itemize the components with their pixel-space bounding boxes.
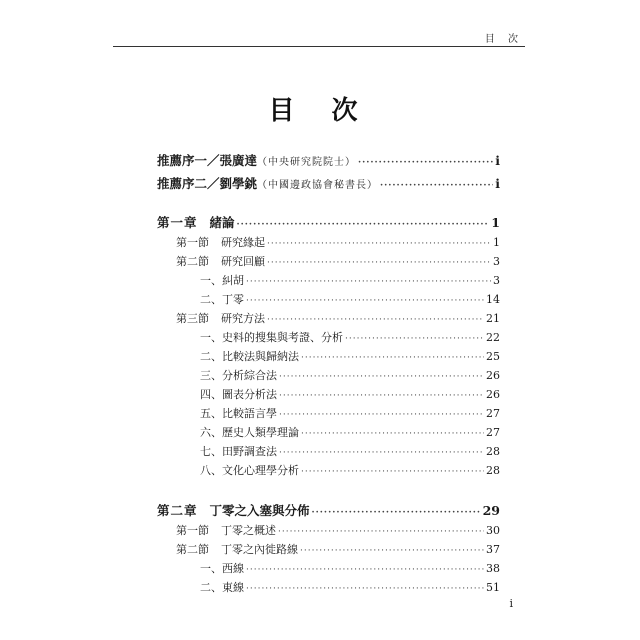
dot-leader bbox=[246, 296, 484, 306]
page-number: i bbox=[495, 176, 500, 191]
item-label: 二、東線 bbox=[200, 581, 244, 594]
page-number: 27 bbox=[486, 426, 500, 439]
toc-entry-item[interactable] bbox=[200, 291, 500, 307]
item-label: 四、圖表分析法 bbox=[200, 388, 277, 401]
page-number: 37 bbox=[486, 543, 500, 556]
page-number: 26 bbox=[486, 369, 500, 382]
page-number: 28 bbox=[486, 464, 500, 477]
toc-entry-preface-1[interactable] bbox=[157, 151, 500, 169]
toc-entry-item[interactable] bbox=[200, 462, 500, 478]
preface-label: 推薦序一／張廣達 bbox=[157, 153, 258, 168]
item-label: 六、歷史人類學理論 bbox=[200, 426, 299, 439]
section-title: 丁零之內徙路線 bbox=[221, 543, 298, 556]
dot-leader bbox=[300, 546, 484, 556]
dot-leader bbox=[358, 158, 493, 168]
dot-leader bbox=[301, 467, 484, 477]
toc-entry-section[interactable] bbox=[176, 522, 500, 538]
dot-leader bbox=[246, 277, 491, 287]
toc-entry-section[interactable] bbox=[176, 253, 500, 269]
item-label: 二、丁零 bbox=[200, 293, 244, 306]
item-label: 一、糾胡 bbox=[200, 274, 244, 287]
toc-entry-item[interactable] bbox=[200, 367, 500, 383]
page-number: 1 bbox=[493, 236, 500, 249]
chapter-number: 第一章 bbox=[157, 215, 198, 230]
running-head: 目 次 bbox=[484, 34, 523, 45]
section-title: 丁零之概述 bbox=[221, 524, 276, 537]
dot-leader bbox=[237, 220, 490, 230]
toc-entry-item[interactable] bbox=[200, 329, 500, 345]
page-number: 14 bbox=[486, 293, 500, 306]
page-number: 38 bbox=[486, 562, 500, 575]
page-number: 29 bbox=[482, 503, 500, 518]
page-number: 26 bbox=[486, 388, 500, 401]
section-number: 第三節 bbox=[176, 312, 209, 325]
preface-note: （中國邊政協會秘書長） bbox=[257, 180, 379, 191]
toc-entry-item[interactable] bbox=[200, 579, 500, 595]
page-number: 25 bbox=[486, 350, 500, 363]
toc-entry-section[interactable] bbox=[176, 310, 500, 326]
item-label: 七、田野調查法 bbox=[200, 445, 277, 458]
dot-leader bbox=[279, 448, 484, 458]
dot-leader bbox=[279, 410, 484, 420]
section-title: 研究緣起 bbox=[221, 236, 265, 249]
item-label: 一、史料的搜集與考證、分析 bbox=[200, 331, 343, 344]
section-number: 第二節 bbox=[176, 255, 209, 268]
dot-leader bbox=[267, 239, 491, 249]
toc-entry-chapter-1[interactable] bbox=[157, 213, 500, 231]
page-footer-number: i bbox=[509, 597, 513, 610]
section-title: 研究方法 bbox=[221, 312, 265, 325]
toc-entry-item[interactable] bbox=[200, 386, 500, 402]
item-label: 五、比較語言學 bbox=[200, 407, 277, 420]
dot-leader bbox=[279, 372, 484, 382]
page-number: 30 bbox=[486, 524, 500, 537]
dot-leader bbox=[246, 584, 484, 594]
page-number: 51 bbox=[486, 581, 500, 594]
page-number: 27 bbox=[486, 407, 500, 420]
toc-entry-chapter-2[interactable] bbox=[157, 501, 500, 519]
chapter-number: 第二章 bbox=[157, 503, 198, 518]
toc-entry-preface-2[interactable] bbox=[157, 174, 500, 192]
chapter-title: 丁零之入塞與分佈 bbox=[209, 503, 310, 518]
toc-entry-item[interactable] bbox=[200, 443, 500, 459]
item-label: 三、分析綜合法 bbox=[200, 369, 277, 382]
toc-entry-section[interactable] bbox=[176, 541, 500, 557]
toc-entry-item[interactable] bbox=[200, 560, 500, 576]
item-label: 一、西線 bbox=[200, 562, 244, 575]
section-number: 第一節 bbox=[176, 524, 209, 537]
item-label: 二、比較法與歸納法 bbox=[200, 350, 299, 363]
item-label: 八、文化心理學分析 bbox=[200, 464, 299, 477]
toc-entry-item[interactable] bbox=[200, 272, 500, 288]
dot-leader bbox=[380, 181, 493, 191]
page-title: 目 次 bbox=[268, 96, 372, 126]
chapter-title: 緒論 bbox=[209, 215, 235, 230]
page-number: i bbox=[495, 153, 500, 168]
toc-entry-item[interactable] bbox=[200, 405, 500, 421]
preface-label: 推薦序二／劉學銚 bbox=[157, 176, 258, 191]
page-number: 21 bbox=[486, 312, 500, 325]
dot-leader bbox=[301, 429, 484, 439]
dot-leader bbox=[279, 391, 484, 401]
page-number: 22 bbox=[486, 331, 500, 344]
dot-leader bbox=[278, 527, 484, 537]
section-number: 第一節 bbox=[176, 236, 209, 249]
page-number: 3 bbox=[493, 255, 500, 268]
dot-leader bbox=[267, 258, 491, 268]
preface-note: （中央研究院院士） bbox=[257, 157, 357, 168]
dot-leader bbox=[246, 565, 484, 575]
dot-leader bbox=[301, 353, 484, 363]
toc-entry-item[interactable] bbox=[200, 348, 500, 364]
section-number: 第二節 bbox=[176, 543, 209, 556]
dot-leader bbox=[345, 334, 484, 344]
page-number: 3 bbox=[493, 274, 500, 287]
dot-leader bbox=[312, 508, 481, 518]
toc-entry-item[interactable] bbox=[200, 424, 500, 440]
section-title: 研究回顧 bbox=[221, 255, 265, 268]
header-rule bbox=[113, 46, 525, 47]
page-number: 28 bbox=[486, 445, 500, 458]
toc-entry-section[interactable] bbox=[176, 234, 500, 250]
dot-leader bbox=[267, 315, 484, 325]
page-number: 1 bbox=[491, 215, 500, 230]
